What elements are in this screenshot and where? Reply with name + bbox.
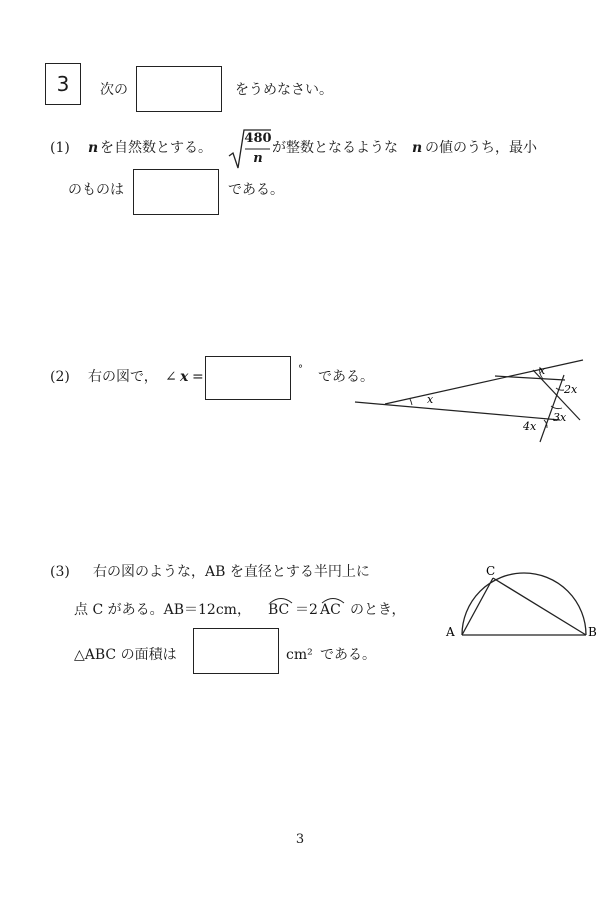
fig-label-b: B	[588, 625, 597, 639]
figure-line-upper	[385, 360, 583, 404]
fig-label-x-left: x	[427, 393, 434, 406]
q3-label: (3)	[50, 564, 70, 580]
q1-text-c: の値のうち，最小	[425, 140, 537, 156]
q2-text-a: 右の図で，	[88, 369, 158, 385]
q3-arc-bc: BC	[268, 600, 289, 620]
q3-answer-box[interactable]	[193, 628, 279, 674]
chord-ac	[462, 578, 493, 635]
figure-line-middle	[495, 376, 565, 380]
q2-text-b: である。	[318, 369, 374, 385]
semicircle-arc	[462, 573, 586, 635]
fig-label-c: C	[486, 564, 496, 578]
semicircle-figure	[440, 558, 600, 648]
q3-arc-ac: AC	[320, 600, 341, 620]
q1-text-a: を自然数とする。	[100, 140, 212, 156]
instruction-before: 次の	[100, 82, 128, 98]
q2-answer-box[interactable]	[205, 356, 291, 400]
fig-label-x-right: x	[539, 364, 546, 377]
q3-line1: 右の図のような，AB を直径とする半円上に	[93, 564, 370, 580]
instruction-after: をうめなさい。	[235, 82, 333, 98]
q3-equals: ＝2	[295, 602, 318, 618]
q3-line3-a: △ABC の面積は	[74, 647, 177, 663]
chord-cb	[493, 578, 586, 635]
fig-label-a: A	[446, 625, 455, 639]
q3-unit: cm²	[286, 647, 313, 663]
fig-label-2x: 2x	[564, 383, 578, 396]
q1-text-b: が整数となるような	[272, 140, 398, 156]
fig-label-3x: 3x	[553, 411, 567, 424]
q2-angle-var: x	[180, 369, 189, 385]
q1-var-n2: n	[412, 140, 423, 156]
q3-line3-b: である。	[320, 647, 376, 663]
q1-answer-box[interactable]	[133, 169, 219, 215]
q1-text-d: のものは	[68, 182, 124, 198]
q2-angle-prefix: ∠	[165, 369, 177, 385]
fig-label-4x: 4x	[523, 420, 537, 433]
sqrt-denominator: n	[253, 151, 263, 166]
figure-line-lower	[355, 402, 560, 420]
q2-label: (2)	[50, 369, 70, 385]
angle-figure	[350, 352, 590, 452]
q2-degree: °	[298, 364, 303, 375]
q3-line2-a: 点 C がある。AB＝12cm，	[74, 602, 251, 618]
q1-label: (1)	[50, 140, 70, 156]
sqrt-numerator: 480	[244, 131, 272, 146]
q3-line2-b: のとき，	[350, 602, 406, 618]
q1-var-n: n	[88, 140, 99, 156]
instruction-blank-box	[136, 66, 222, 112]
problem-number: 3	[56, 72, 70, 96]
q1-text-e: である。	[228, 182, 284, 198]
page-number: 3	[295, 832, 305, 847]
q2-equals: =	[192, 369, 204, 385]
